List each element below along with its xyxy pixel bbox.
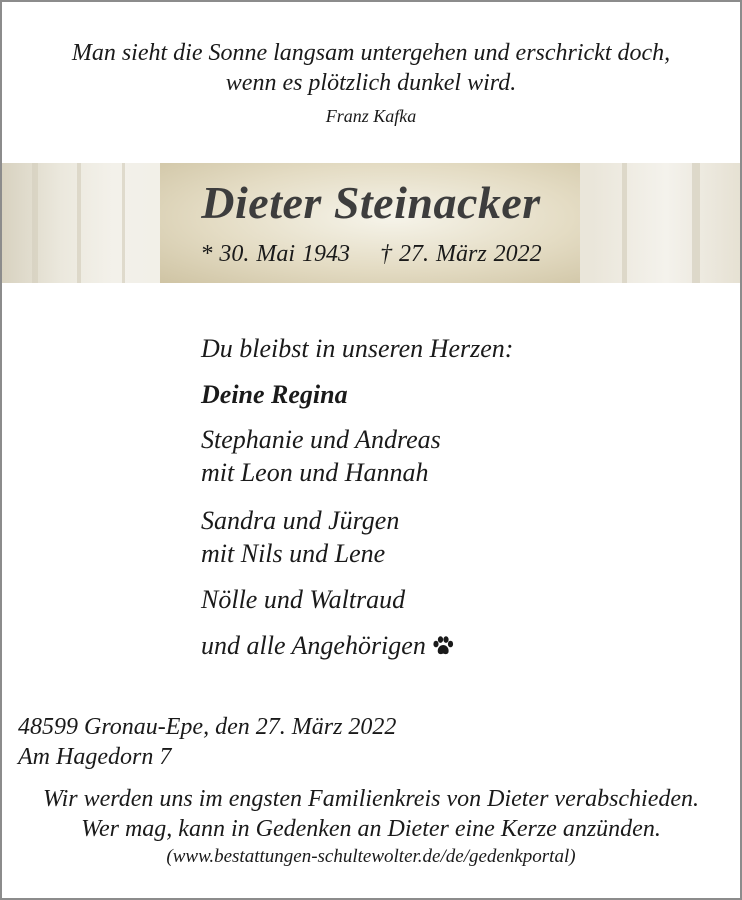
- mourner-family-1-line-1: Stephanie und Andreas: [201, 425, 441, 454]
- address-block: [18, 712, 396, 772]
- death-date: † 27. März 2022: [380, 241, 542, 267]
- mourner-family-1-line-2: mit Leon und Hannah: [201, 458, 429, 487]
- mourner-family-2-line-1: Sandra und Jürgen: [201, 506, 400, 535]
- address-line-1: 48599 Gronau-Epe, den 27. März 2022: [18, 714, 397, 740]
- farewell-notice: [0, 784, 742, 844]
- quote-line-1: Man sieht die Sonne langsam untergehen und erschrickt doch,: [71, 40, 671, 66]
- mourner-wife: Deine Regina: [201, 380, 348, 409]
- notice-line-2: Wer mag, kann in Gedenken an Dieter eine Kerze anzünden.: [81, 816, 661, 842]
- deceased-name: Dieter Steinacker: [201, 177, 541, 228]
- mourners-intro: Du bleibst in unseren Herzen:: [201, 334, 514, 363]
- life-dates: [0, 241, 742, 268]
- quote-author: Franz Kafka: [325, 106, 417, 126]
- paw-print-icon: [432, 631, 454, 664]
- mourner-family-2-line-2: mit Nils und Lene: [201, 539, 386, 568]
- quote: [0, 38, 742, 98]
- notice-line-1: Wir werden uns im engsten Familienkreis von Dieter verabschieden.: [42, 786, 700, 812]
- mourner-family-3: Nölle und Waltraud: [201, 585, 406, 614]
- memorial-portal-link[interactable]: (www.bestattungen-schultewolter.de/de/gedenkportal): [166, 846, 576, 867]
- mourner-relatives: und alle Angehörigen: [201, 631, 426, 660]
- quote-line-2: wenn es plötzlich dunkel wird.: [225, 70, 517, 96]
- mourner-relatives-row: [201, 629, 454, 664]
- address-line-2: Am Hagedorn 7: [18, 744, 172, 770]
- birth-date: * 30. Mai 1943: [200, 241, 350, 267]
